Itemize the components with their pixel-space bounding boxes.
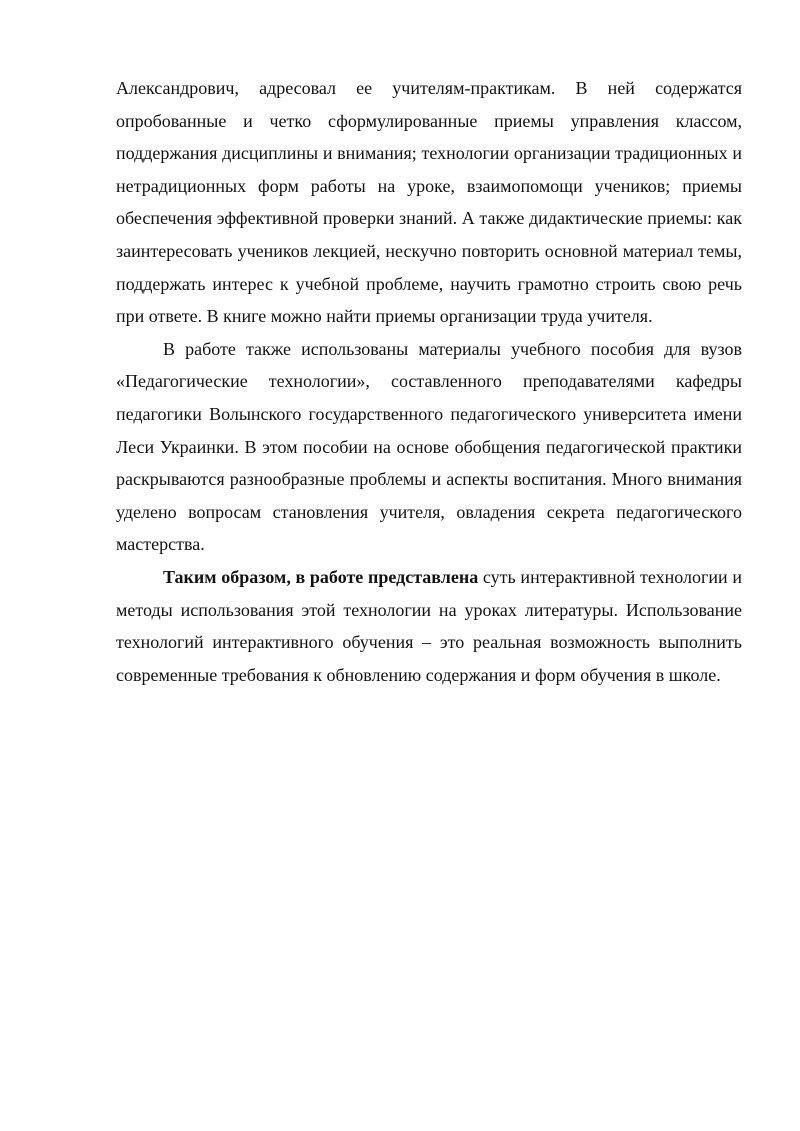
paragraph-3 — [116, 561, 742, 691]
paragraph-3-bold-lead: Таким образом, в работе представлена — [163, 566, 479, 587]
paragraph-3-text: суть интерактивной технологии и методы использования этой технологии на уроках литературы. Использование технологий интерактивного обучения – это реальная возможность выполнить современные требования к обновлению содержания и форм обучения в школе. — [116, 566, 742, 685]
paragraph-1-text: Александрович, адресовал ее учителям-практикам. В ней содержатся опробованные и четко сформулированные приемы управления классом, поддержания дисциплины и внимания; технологии организации традиционных и нетрадиционных форм работы на уроке, взаимопомощи учеников; приемы обеспечения эффективной проверки знаний. А также дидактические приемы: как заинтересовать учеников лекцией, нескучно повторить основной материал темы, поддержать интерес к учебной проблеме, научить грамотно строить свою речь при ответе. В книге можно найти приемы организации труда учителя. — [116, 78, 742, 327]
paragraph-2-text: В работе также использованы материалы учебного пособия для вузов «Педагогические технологии», составленного преподавателями кафедры педагогики Волынского государственного педагогического университета имени Леси Украинки. В этом пособии на основе обобщения педагогической практики раскрываются разнообразные проблемы и аспекты воспитания. Много внимания уделено вопросам становления учителя, овладения секрета педагогического мастерства. — [116, 338, 742, 555]
paragraph-2 — [116, 333, 742, 561]
document-body — [116, 72, 742, 691]
paragraph-1 — [116, 72, 742, 333]
